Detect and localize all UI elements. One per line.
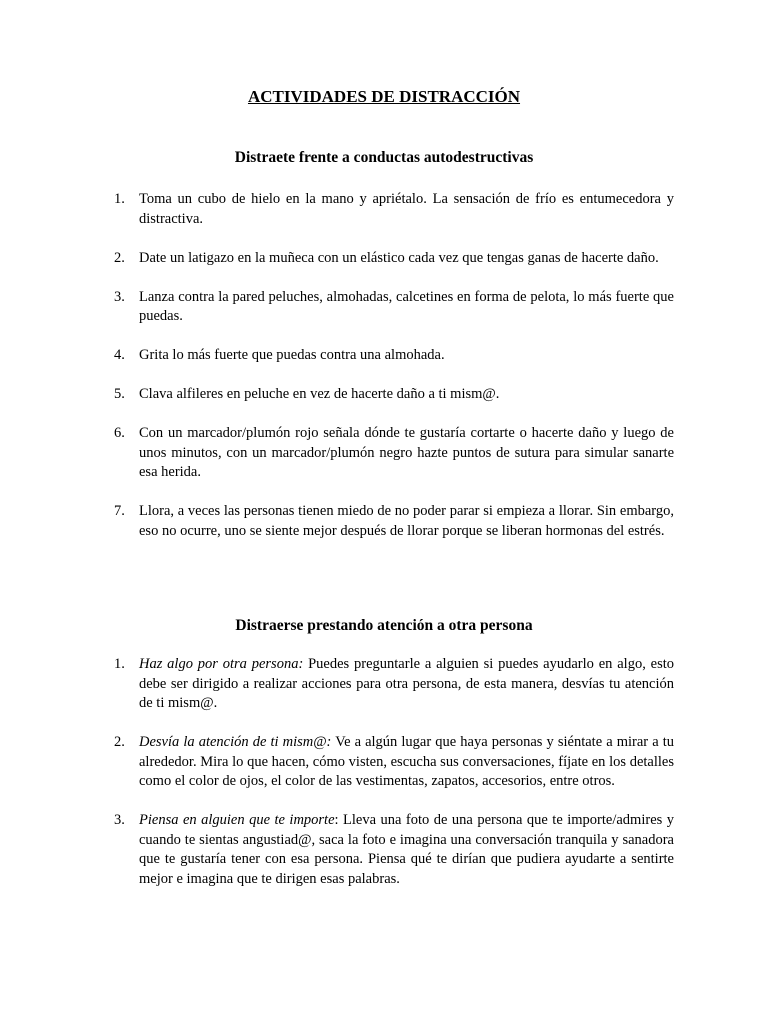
list-autodestructivas <box>114 190 674 561</box>
item-number: 7. <box>114 503 125 519</box>
section-heading-otra-persona: Distraerse prestando atención a otra persona <box>235 617 533 634</box>
item-lead: Haz algo por otra persona: <box>139 656 304 672</box>
item-number: 1. <box>114 656 125 672</box>
list-item <box>114 249 674 269</box>
list-otra-persona <box>114 655 674 909</box>
item-text: Date un latigazo en la muñeca con un elástico cada vez que tengas ganas de hacerte daño. <box>139 249 659 266</box>
item-text: Llora, a veces las personas tienen miedo de no poder parar si empieza a llorar. Sin embargo, eso no ocurre, uno se siente mejor después de llorar porque se liberan hormonas del estrés. <box>139 503 674 539</box>
item-lead: Desvía la atención de ti mism@: <box>139 734 332 750</box>
item-number: 2. <box>114 734 125 750</box>
list-item <box>114 502 674 541</box>
list-item <box>114 733 674 792</box>
item-text: Toma un cubo de hielo en la mano y apriétalo. La sensación de frío es entumecedora y distractiva. <box>139 191 674 227</box>
item-number: 4. <box>114 347 125 363</box>
item-text: Clava alfileres en peluche en vez de hacerte daño a ti mism@. <box>139 386 500 402</box>
item-number: 1. <box>114 191 125 207</box>
item-number: 3. <box>114 812 125 828</box>
item-number: 6. <box>114 425 125 441</box>
list-item <box>114 424 674 483</box>
list-item <box>114 385 674 405</box>
list-item <box>114 190 674 229</box>
item-text: Lanza contra la pared peluches, almohadas, calcetines en forma de pelota, lo más fuerte que puedas. <box>139 288 674 324</box>
list-item <box>114 288 674 327</box>
item-text: Ve a algún lugar que haya personas y siéntate a mirar a tu alrededor. Mira lo que hacen, cómo visten, escucha sus conversaciones, fíjate en los detalles como el color de ojos, el color de las vestimentas, zapatos, accesorios, entre otros. <box>139 734 674 789</box>
item-text: Puedes preguntarle a alguien si puedes ayudarlo en algo, esto debe ser dirigido a realizar acciones para otra persona, de esta manera, desvías tu atención de ti mism@. <box>139 656 675 711</box>
item-lead: Piensa en alguien que te importe <box>139 812 335 828</box>
list-item <box>114 346 674 366</box>
list-item <box>114 655 674 714</box>
item-number: 5. <box>114 386 125 402</box>
item-text: Con un marcador/plumón rojo señala dónde te gustaría cortarte o hacerte daño y luego de unos minutos, con un marcador/plumón negro hazte puntos de sutura para simular sanarte esa herida. <box>139 425 674 480</box>
item-number: 3. <box>114 288 125 305</box>
document-title: ACTIVIDADES DE DISTRACCIÓN <box>247 87 521 106</box>
section-heading-autodestructivas: Distraete frente a conductas autodestructivas <box>234 149 534 166</box>
list-item <box>114 811 674 889</box>
item-text: Grita lo más fuerte que puedas contra una almohada. <box>139 347 445 363</box>
item-number: 2. <box>114 249 125 266</box>
item-text: : Lleva una foto de una persona que te importe/admires y cuando te sientas angustiad@, saca la foto e imagina una conversación tranquila y sanadora que te gustaría tener con esa persona. Piensa qué te dirían que pudiera ayudarte a sentirte mejor e imagina que te dirigen esas palabras. <box>139 812 674 887</box>
